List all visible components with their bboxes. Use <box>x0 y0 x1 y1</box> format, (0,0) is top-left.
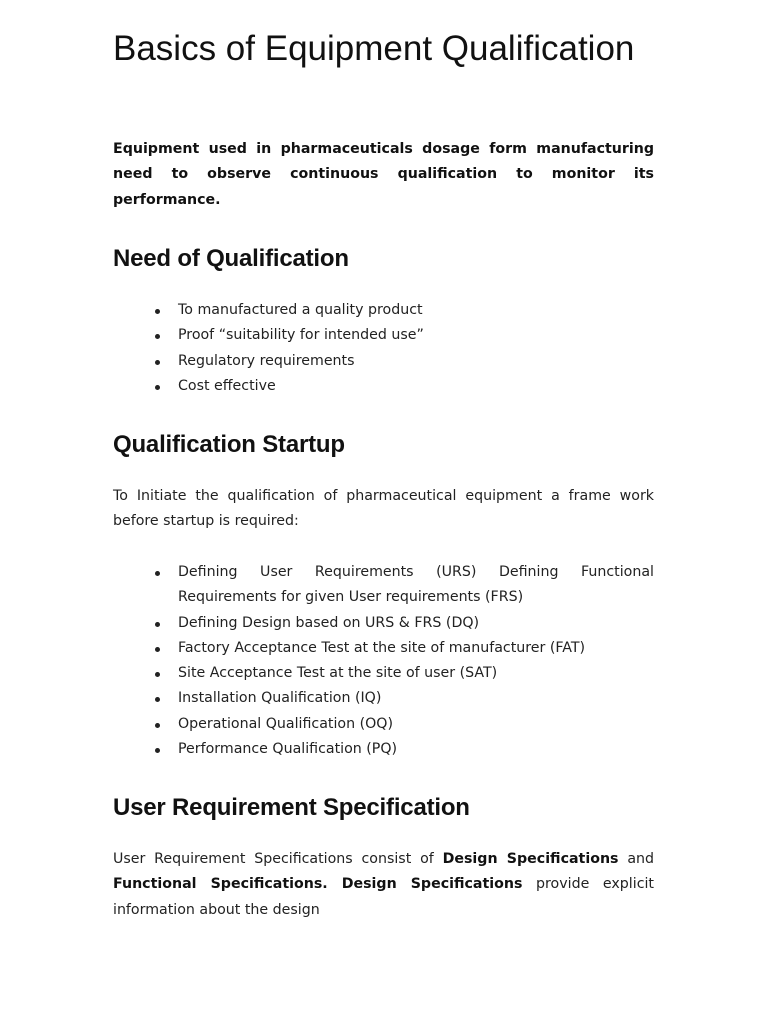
list-item-text: Site Acceptance Test at the site of user (SAT) <box>178 665 498 682</box>
urs-text: and <box>618 851 655 867</box>
list-item <box>113 349 654 374</box>
list-item-text: Proof “suitability for intended use” <box>178 327 424 344</box>
need-list <box>113 298 654 399</box>
startup-paragraph: To Initiate the qualification of pharmaceutical equipment a frame work before startup is required: <box>113 488 654 530</box>
list-item-text: Installation Qualification (IQ) <box>178 690 382 707</box>
bullet-icon <box>155 647 160 652</box>
startup-list <box>113 560 654 762</box>
section-heading-startup: Qualification Startup <box>113 431 345 458</box>
bullet-icon <box>155 672 160 677</box>
bullet-icon <box>155 723 160 728</box>
urs-text: provide explicit information about the design <box>113 876 654 918</box>
list-item <box>113 661 654 686</box>
intro-paragraph: Equipment used in pharmaceuticals dosage form manufacturing need to observe continuous qualification to monitor its performance. <box>113 141 654 208</box>
bullet-icon <box>155 697 160 702</box>
list-item <box>113 737 654 762</box>
list-item <box>113 611 654 636</box>
list-item <box>113 298 654 323</box>
list-item-text: Operational Qualification (OQ) <box>178 715 394 732</box>
list-item <box>113 636 654 661</box>
bullet-icon <box>155 571 160 576</box>
list-item-text: Regulatory requirements <box>178 352 355 369</box>
list-item <box>113 712 654 737</box>
bullet-icon <box>155 385 160 390</box>
list-item <box>113 686 654 711</box>
list-item-text: Factory Acceptance Test at the site of manufacturer (FAT) <box>178 639 586 656</box>
page-title: Basics of Equipment Qualification <box>113 29 635 68</box>
urs-text: User Requirement Specifications consist of <box>113 851 443 867</box>
bullet-icon <box>155 622 160 627</box>
list-item-text: Cost effective <box>178 377 276 394</box>
bullet-icon <box>155 748 160 753</box>
section-heading-need: Need of Qualification <box>113 245 349 272</box>
urs-term-functional: Functional Specifications. Design Specifications <box>113 876 523 893</box>
bullet-icon <box>155 334 160 339</box>
list-item-text: To manufactured a quality product <box>178 302 423 318</box>
bullet-icon <box>155 309 160 314</box>
list-item-text: Defining Design based on URS & FRS (DQ) <box>178 614 480 631</box>
list-item-text: Defining User Requirements (URS) Defining Functional Requirements for given User requirements (FRS) <box>178 564 654 606</box>
list-item <box>113 323 654 348</box>
urs-term-design: Design Specifications <box>442 851 619 867</box>
list-item <box>113 560 654 611</box>
list-item <box>113 374 654 399</box>
section-heading-urs: User Requirement Specification <box>113 794 470 821</box>
bullet-icon <box>155 360 160 365</box>
urs-paragraph <box>113 847 654 923</box>
list-item-text: Performance Qualification (PQ) <box>178 741 398 758</box>
